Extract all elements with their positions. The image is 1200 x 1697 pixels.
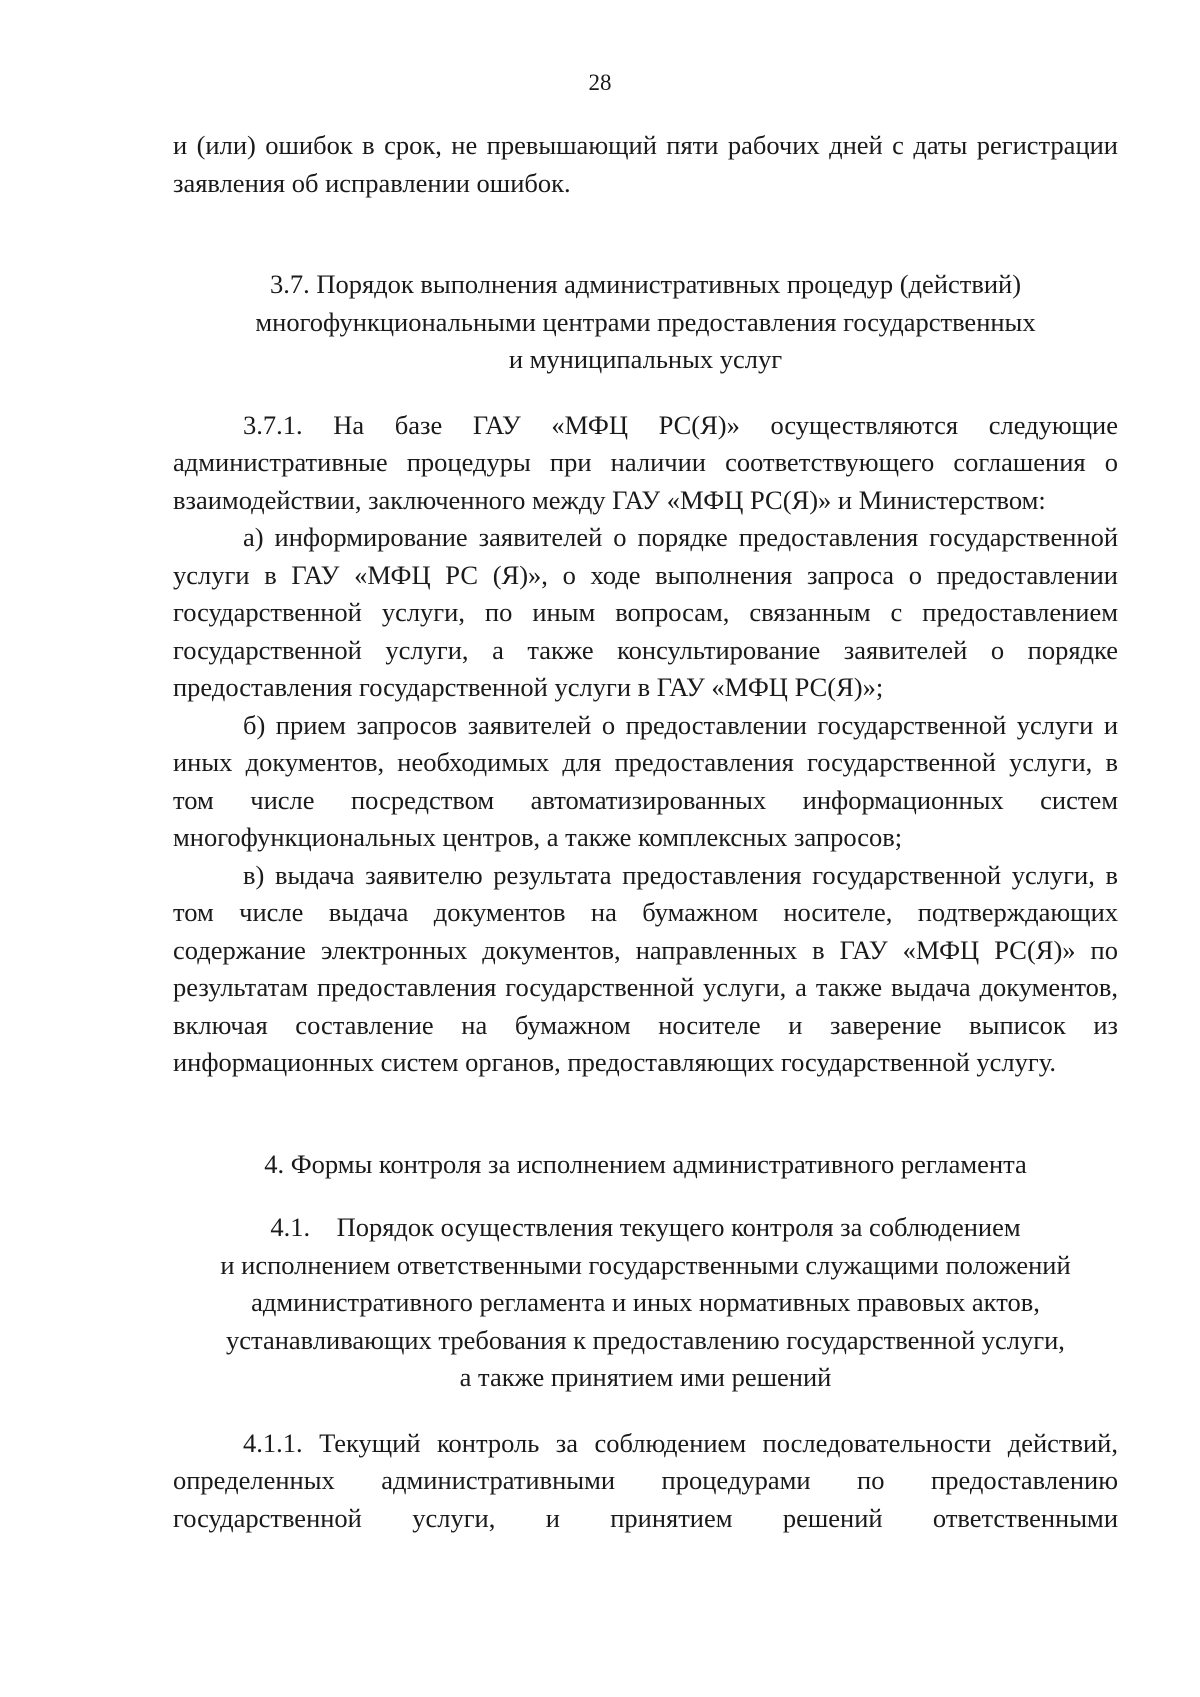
section-4-1-heading-line: административного регламента и иных нормативных правовых актов, [251,1287,1040,1317]
spacer [173,1397,1118,1425]
section-4-1-heading-line: 4.1. Порядок осуществления текущего контроля за соблюдением [270,1212,1021,1242]
section-4-1-heading-line: устанавливающих требования к предоставлению государственной услуги, [226,1324,1065,1355]
spacer [173,379,1118,407]
list-item-v: в) выдача заявителю результата предоставления государственной услуги, в том числе выдача документов на бумажном носителе, подтверждающих содержание электронных документов, направленных в ГАУ «МФЦ РС(Я)» по результатам предоставления государственной услуги, а также выдача документов, включая составление на бумажном носителе и заверение выписок из информационных систем органов, предоставляющих государственной услугу. [173,859,1118,1077]
list-item-a: а) информирование заявителей о порядке предоставления государственной услуги в ГАУ «МФЦ РС (Я)», о ходе выполнения запроса о предоставлении государственной услуги, по иным вопросам, связанным с предоставлением государственной услуги, а также консультирование заявителей о порядке предоставления государственной услуги в ГАУ «МФЦ РС(Я)»; [173,522,1118,702]
list-item-b: б) прием запросов заявителей о предоставлении государственной услуги и иных документов, необходимых для предоставления государственной услуги, в том числе посредством автоматизированных информационных систем многофункциональных центров, а также комплексных запросов; [173,709,1118,852]
document-body [173,127,1118,1537]
section-3-7-heading [173,266,1118,379]
section-3-7-heading-line: 3.7. Порядок выполнения административных процедур (действий) [269,269,1022,299]
page-number: 28 [588,70,612,95]
section-3-7-heading-line: и муниципальных услуг [508,344,783,374]
section-4-heading: 4. Формы контроля за исполнением административного регламента [264,1148,1027,1179]
section-4-1-heading-line: и исполнением ответственными государственными служащими положений [220,1249,1071,1280]
section-4-1-heading-line: а также принятием ими решений [459,1362,832,1392]
spacer [173,1082,1118,1146]
paragraph-3-7-1: 3.7.1. На базе ГАУ «МФЦ РС(Я)» осуществляются следующие административные процедуры при наличии соответствующего соглашения о взаимодействии, заключенного между ГАУ «МФЦ РС(Я)» и Министерством: [173,409,1118,515]
paragraph-continuation: и (или) ошибок в срок, не превышающий пяти рабочих дней с даты регистрации заявления об исправлении ошибок. [173,130,1118,198]
spacer [173,202,1118,266]
section-3-7-heading-line: многофункциональными центрами предоставления государственных [255,306,1036,337]
spacer [173,1183,1118,1209]
paragraph-4-1-1: 4.1.1. Текущий контроль за соблюдением последовательности действий, определенных административными процедурами по предоставлению государственной услуги, и принятием решений ответственными [173,1427,1118,1533]
section-4-1-heading [173,1209,1118,1397]
